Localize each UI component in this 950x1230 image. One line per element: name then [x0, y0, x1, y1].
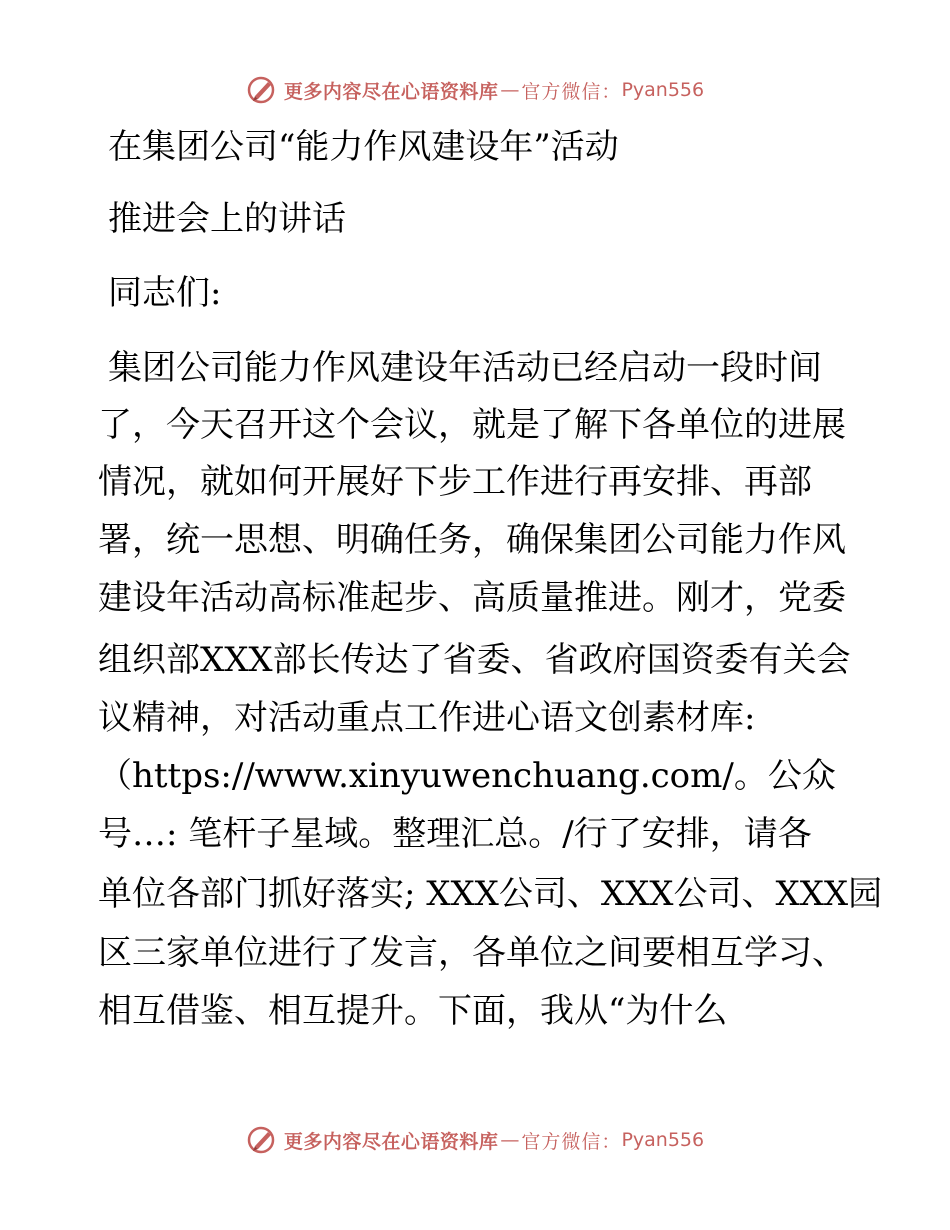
body-line: 组织部XXX部长传达了省委、省政府国资委有关会 — [98, 640, 851, 680]
body-line: 建设年活动高标准起步、高质量推进。刚才，党委 — [98, 578, 846, 618]
body-line: 号…: 笔杆子星域。整理汇总。/行了安排，请各 — [98, 814, 812, 854]
body-line: 相互借鉴、相互提升。下面，我从“为什么 — [98, 991, 728, 1031]
brush-logo-icon — [246, 74, 278, 106]
body-line: （https://www.xinyuwenchuang.com/。公众 — [98, 756, 836, 796]
watermark-contact-id: Pyan556 — [621, 1129, 705, 1151]
watermark-contact-label: 官方微信： — [521, 1130, 622, 1153]
body-line: 了，今天召开这个会议，就是了解下各单位的进展 — [98, 405, 846, 445]
brush-logo-icon — [246, 1124, 278, 1156]
body-line: 署，统一思想、明确任务，确保集团公司能力作风 — [98, 520, 846, 560]
body-line: 集团公司能力作风建设年活动已经启动一段时间 — [108, 348, 822, 388]
watermark-header — [0, 70, 950, 110]
document-title-line-1: 在集团公司“能力作风建设年”活动 — [108, 127, 619, 167]
watermark-contact-label: 官方微信： — [521, 80, 622, 103]
watermark-brand: 更多内容尽在心语资料库 — [283, 1130, 499, 1153]
watermark-contact-id: Pyan556 — [621, 79, 705, 101]
salutation: 同志们: — [108, 273, 222, 313]
watermark-footer — [0, 1120, 950, 1160]
watermark-separator: — — [500, 79, 520, 101]
document-title-line-2: 推进会上的讲话 — [108, 199, 346, 239]
body-line: 单位各部门抓好落实; XXX公司、XXX公司、XXX园 — [98, 874, 883, 914]
watermark-separator: — — [500, 1129, 520, 1151]
body-line: 情况，就如何开展好下步工作进行再安排、再部 — [98, 462, 812, 502]
body-line: 区三家单位进行了发言，各单位之间要相互学习、 — [98, 933, 846, 973]
body-line: 议精神，对活动重点工作进心语文创素材库: — [98, 698, 756, 738]
watermark-brand: 更多内容尽在心语资料库 — [283, 80, 499, 103]
